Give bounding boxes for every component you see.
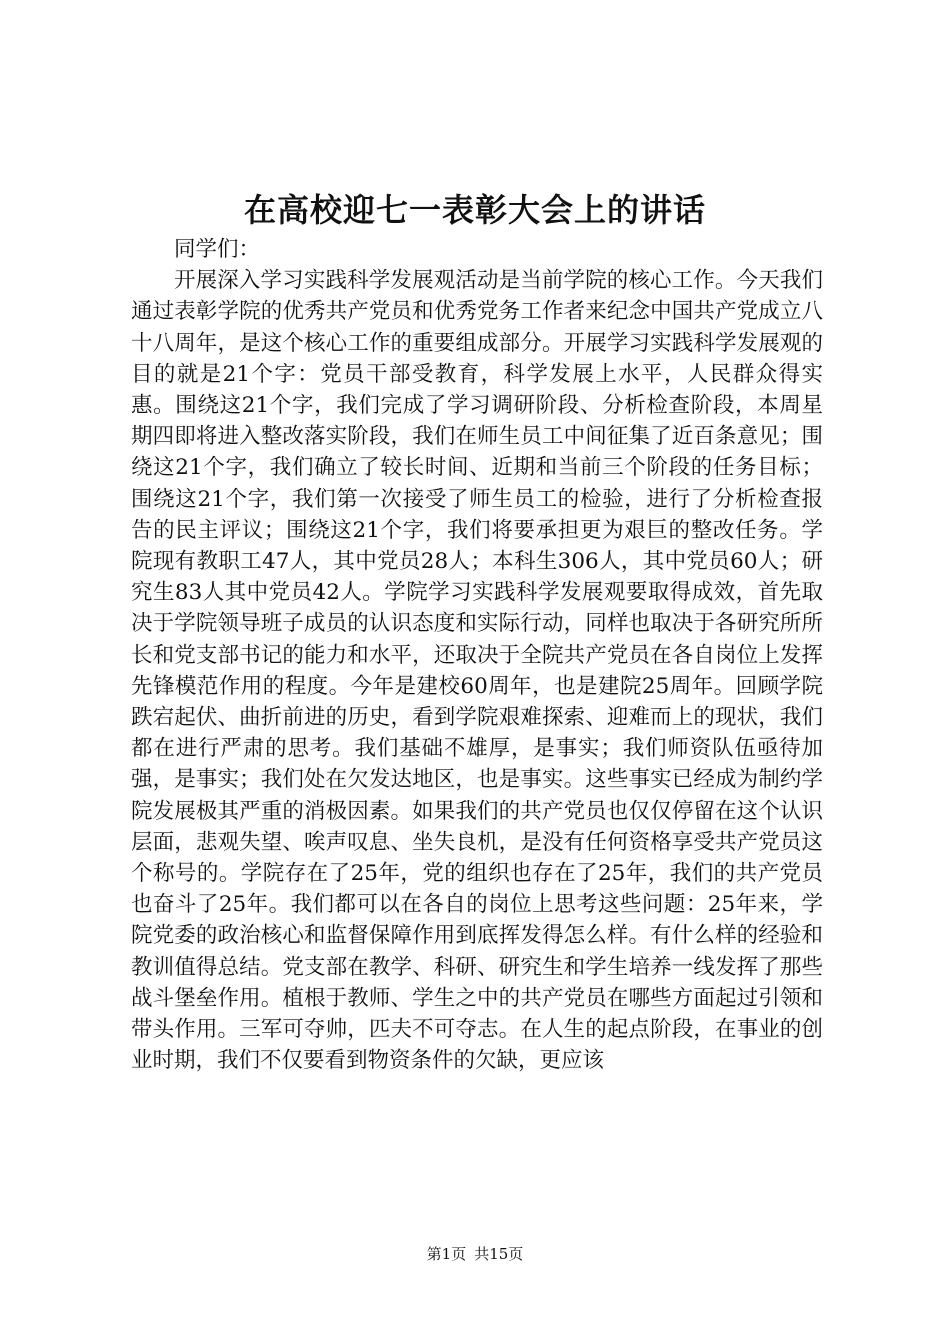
page-number-current: 第1页 [426, 1245, 467, 1263]
body-paragraph: 开展深入学习实践科学发展观活动是当前学院的核心工作。今天我们通过表彰学院的优秀共产党员和优秀党务工作者来纪念中国共产党成立八十八周年，是这个核心工作的重要组成部分。开展学习实践科学发展观的目的就是21个字：党员干部受教育，科学发展上水平，人民群众得实惠。围绕这21个字，我们完成了学习调研阶段、分析检查阶段，本周星期四即将进入整改落实阶段，我们在师生员工中间征集了近百条意见；围绕这21个字，我们确立了较长时间、近期和当前三个阶段的任务目标；围绕这21个字，我们第一次接受了师生员工的检验，进行了分析检查报告的民主评议；围绕这21个字，我们将要承担更为艰巨的整改任务。学院现有教职工47人，其中党员28人；本科生306人，其中党员60人；研究生83人其中党员42人。学院学习实践科学发展观要取得成效，首先取决于学院领导班子成员的认识态度和实际行动，同样也取决于各研究所所长和党支部书记的能力和水平，还取决于全院共产党员在各自岗位上发挥先锋模范作用的程度。今年是建校60周年，也是建院25周年。回顾学院跌宕起伏、曲折前进的历史，看到学院艰难探索、迎难而上的现状，我们都在进行严肃的思考。我们基础不雄厚，是事实；我们师资队伍亟待加强，是事实；我们处在欠发达地区，也是事实。这些事实已经成为制约学院发展极其严重的消极因素。如果我们的共产党员也仅仅停留在这个认识层面，悲观失望、唉声叹息、坐失良机，是没有任何资格享受共产党员这个称号的。学院存在了25年，党的组织也存在了25年，我们的共产党员也奋斗了25年。我们都可以在各自的岗位上思考这些问题：25年来，学院党委的政治核心和监督保障作用到底挥发得怎么样。有什么样的经验和教训值得总结。党支部在教学、科研、研究生和学生培养一线发挥了那些战斗堡垒作用。植根于教师、学生之中的共产党员在哪些方面起过引领和带头作用。三军可夺帅，匹夫不可夺志。在人生的起点阶段，在事业的创业时期，我们不仅要看到物资条件的欠缺，更应该 [131, 268, 823, 1074]
document-body [131, 234, 823, 1076]
page-number-total: 共15页 [474, 1245, 524, 1263]
salutation: 同学们： [174, 237, 261, 262]
document-title: 在高校迎七一表彰大会上的讲话 [243, 191, 706, 229]
page-footer [0, 1244, 950, 1264]
